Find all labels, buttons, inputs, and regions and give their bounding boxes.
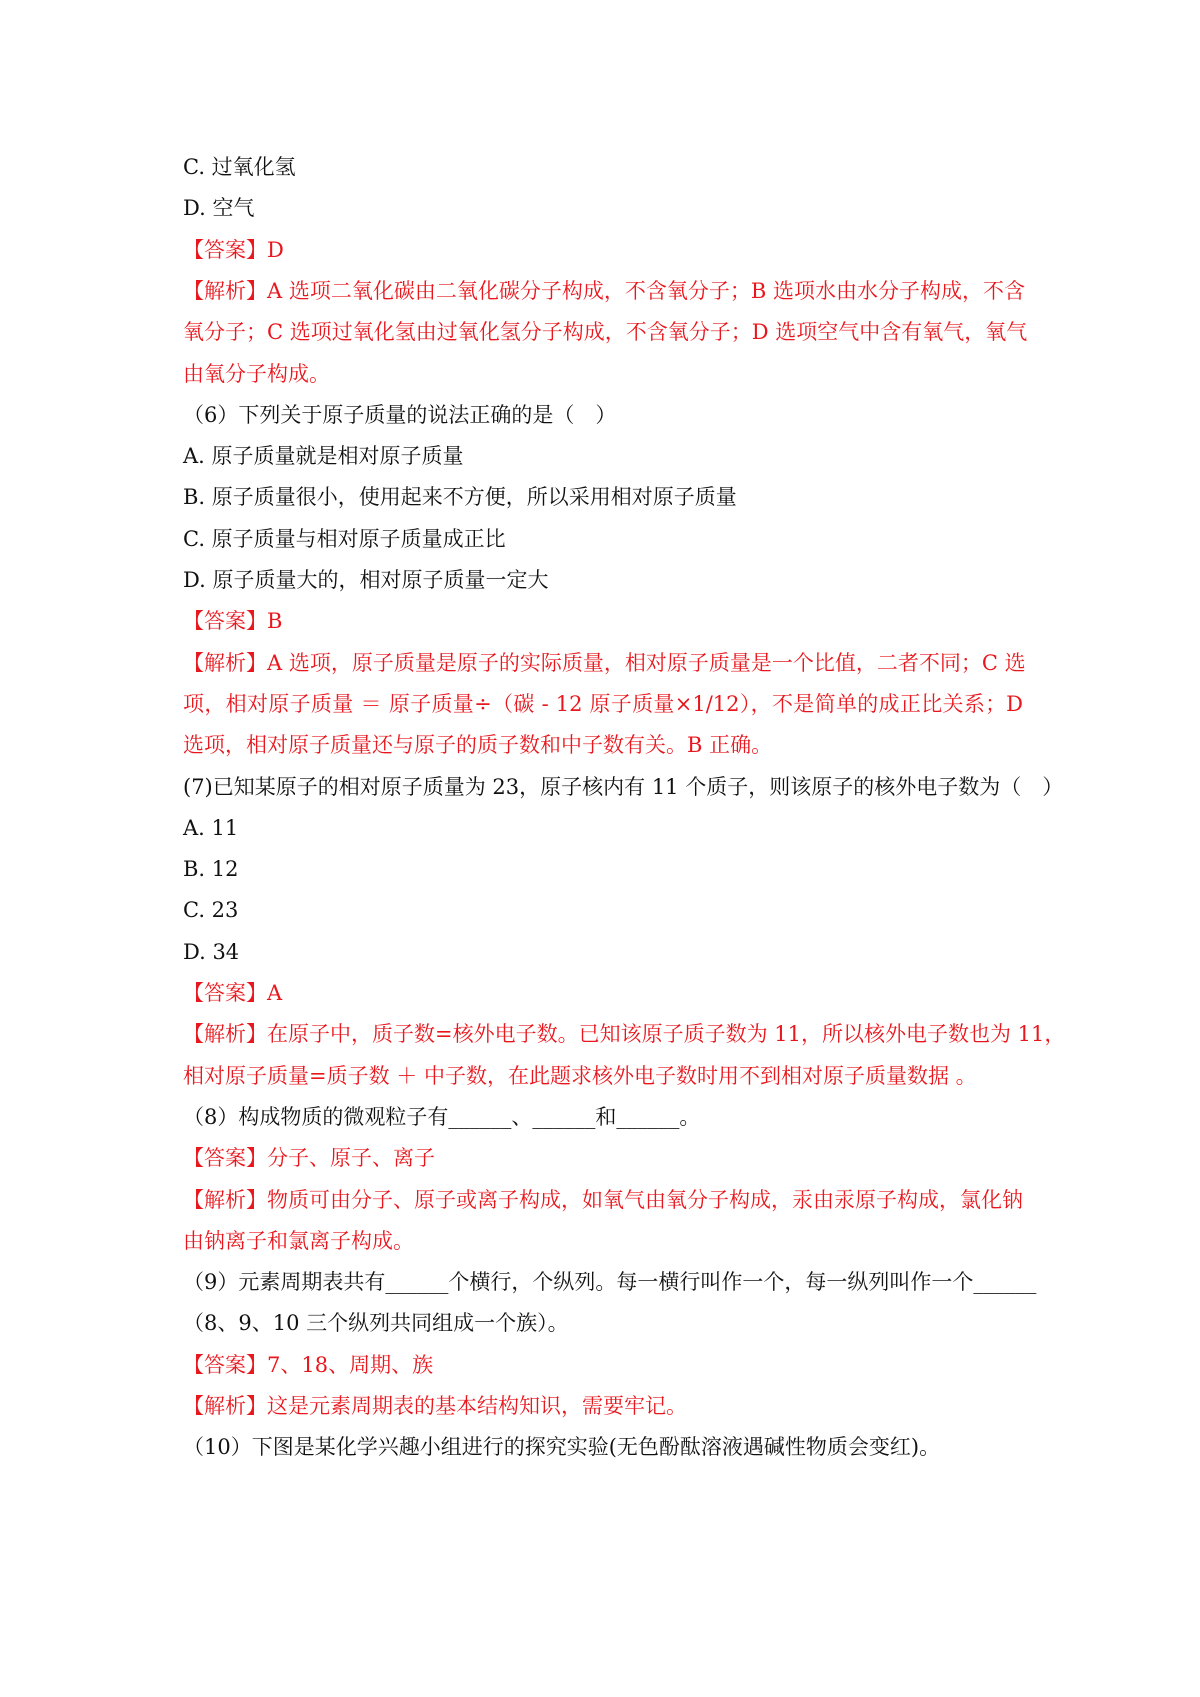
answer-text-line: 项，相对原子质量 ＝ 原子质量÷（碳 - 12 原子质量×1/12），不是简单的成正比关系；D: [183, 692, 1023, 716]
answer-text-line: 氧分子；C 选项过氧化氢由过氧化氢分子构成，不含氧分子；D 选项空气中含有氧气，氧气: [183, 320, 1028, 344]
answer-text-line: 由氧分子构成。: [183, 362, 330, 386]
answer-text-line: 【解析】物质可由分子、原子或离子构成，如氧气由氧分子构成，汞由汞原子构成，氯化钠: [183, 1188, 1023, 1212]
question-text-line: C. 原子质量与相对原子质量成正比: [183, 527, 506, 551]
answer-text-line: 【答案】D: [183, 238, 284, 262]
answer-text-line: 【答案】7、18、周期、族: [183, 1353, 434, 1377]
answer-text-line: 相对原子质量=质子数 ＋ 中子数，在此题求核外电子数时用不到相对原子质量数据 。: [183, 1064, 977, 1088]
question-text-line: C. 23: [183, 898, 239, 922]
question-text-line: D. 空气: [183, 196, 255, 220]
answer-text-line: 由钠离子和氯离子构成。: [183, 1229, 414, 1253]
question-text-line: （10）下图是某化学兴趣小组进行的探究实验(无色酚酞溶液遇碱性物质会变红)。: [183, 1435, 941, 1459]
question-text-line: B. 原子质量很小，使用起来不方便，所以采用相对原子质量: [183, 485, 737, 509]
answer-text-line: 选项，相对原子质量还与原子的质子数和中子数有关。B 正确。: [183, 733, 773, 757]
question-text-line: D. 34: [183, 940, 240, 964]
answer-text-line: 【答案】A: [183, 981, 283, 1005]
answer-text-line: 【解析】这是元素周期表的基本结构知识，需要牢记。: [183, 1394, 687, 1418]
answer-text-line: 【解析】A 选项二氧化碳由二氧化碳分子构成，不含氧分子；B 选项水由水分子构成，不含: [183, 279, 1025, 303]
question-text-line: （6）下列关于原子质量的说法正确的是（ ）: [183, 403, 617, 427]
question-text-line: （8）构成物质的微观粒子有______、______和______。: [183, 1105, 701, 1129]
answer-text-line: 【答案】B: [183, 609, 283, 633]
question-text-line: （9）元素周期表共有______个横行，个纵列。每一横行叫作一个，每一纵列叫作一个______: [183, 1270, 1037, 1294]
answer-text-line: 【解析】在原子中，质子数=核外电子数。已知该原子质子数为 11，所以核外电子数也为 11，: [183, 1022, 1066, 1046]
answer-text-line: 【答案】分子、原子、离子: [183, 1146, 435, 1170]
question-text-line: A. 11: [183, 816, 239, 840]
question-text-line: C. 过氧化氢: [183, 155, 296, 179]
question-text-line: （8、9、10 三个纵列共同组成一个族）。: [183, 1311, 569, 1335]
question-text-line: D. 原子质量大的，相对原子质量一定大: [183, 568, 549, 592]
answer-text-line: 【解析】A 选项，原子质量是原子的实际质量，相对原子质量是一个比值，二者不同；C 选: [183, 651, 1026, 675]
question-text-line: A. 原子质量就是相对原子质量: [183, 444, 464, 468]
question-text-line: B. 12: [183, 857, 239, 881]
question-text-line: (7)已知某原子的相对原子质量为 23，原子核内有 11 个质子，则该原子的核外电子数为（ ）: [183, 775, 1064, 799]
